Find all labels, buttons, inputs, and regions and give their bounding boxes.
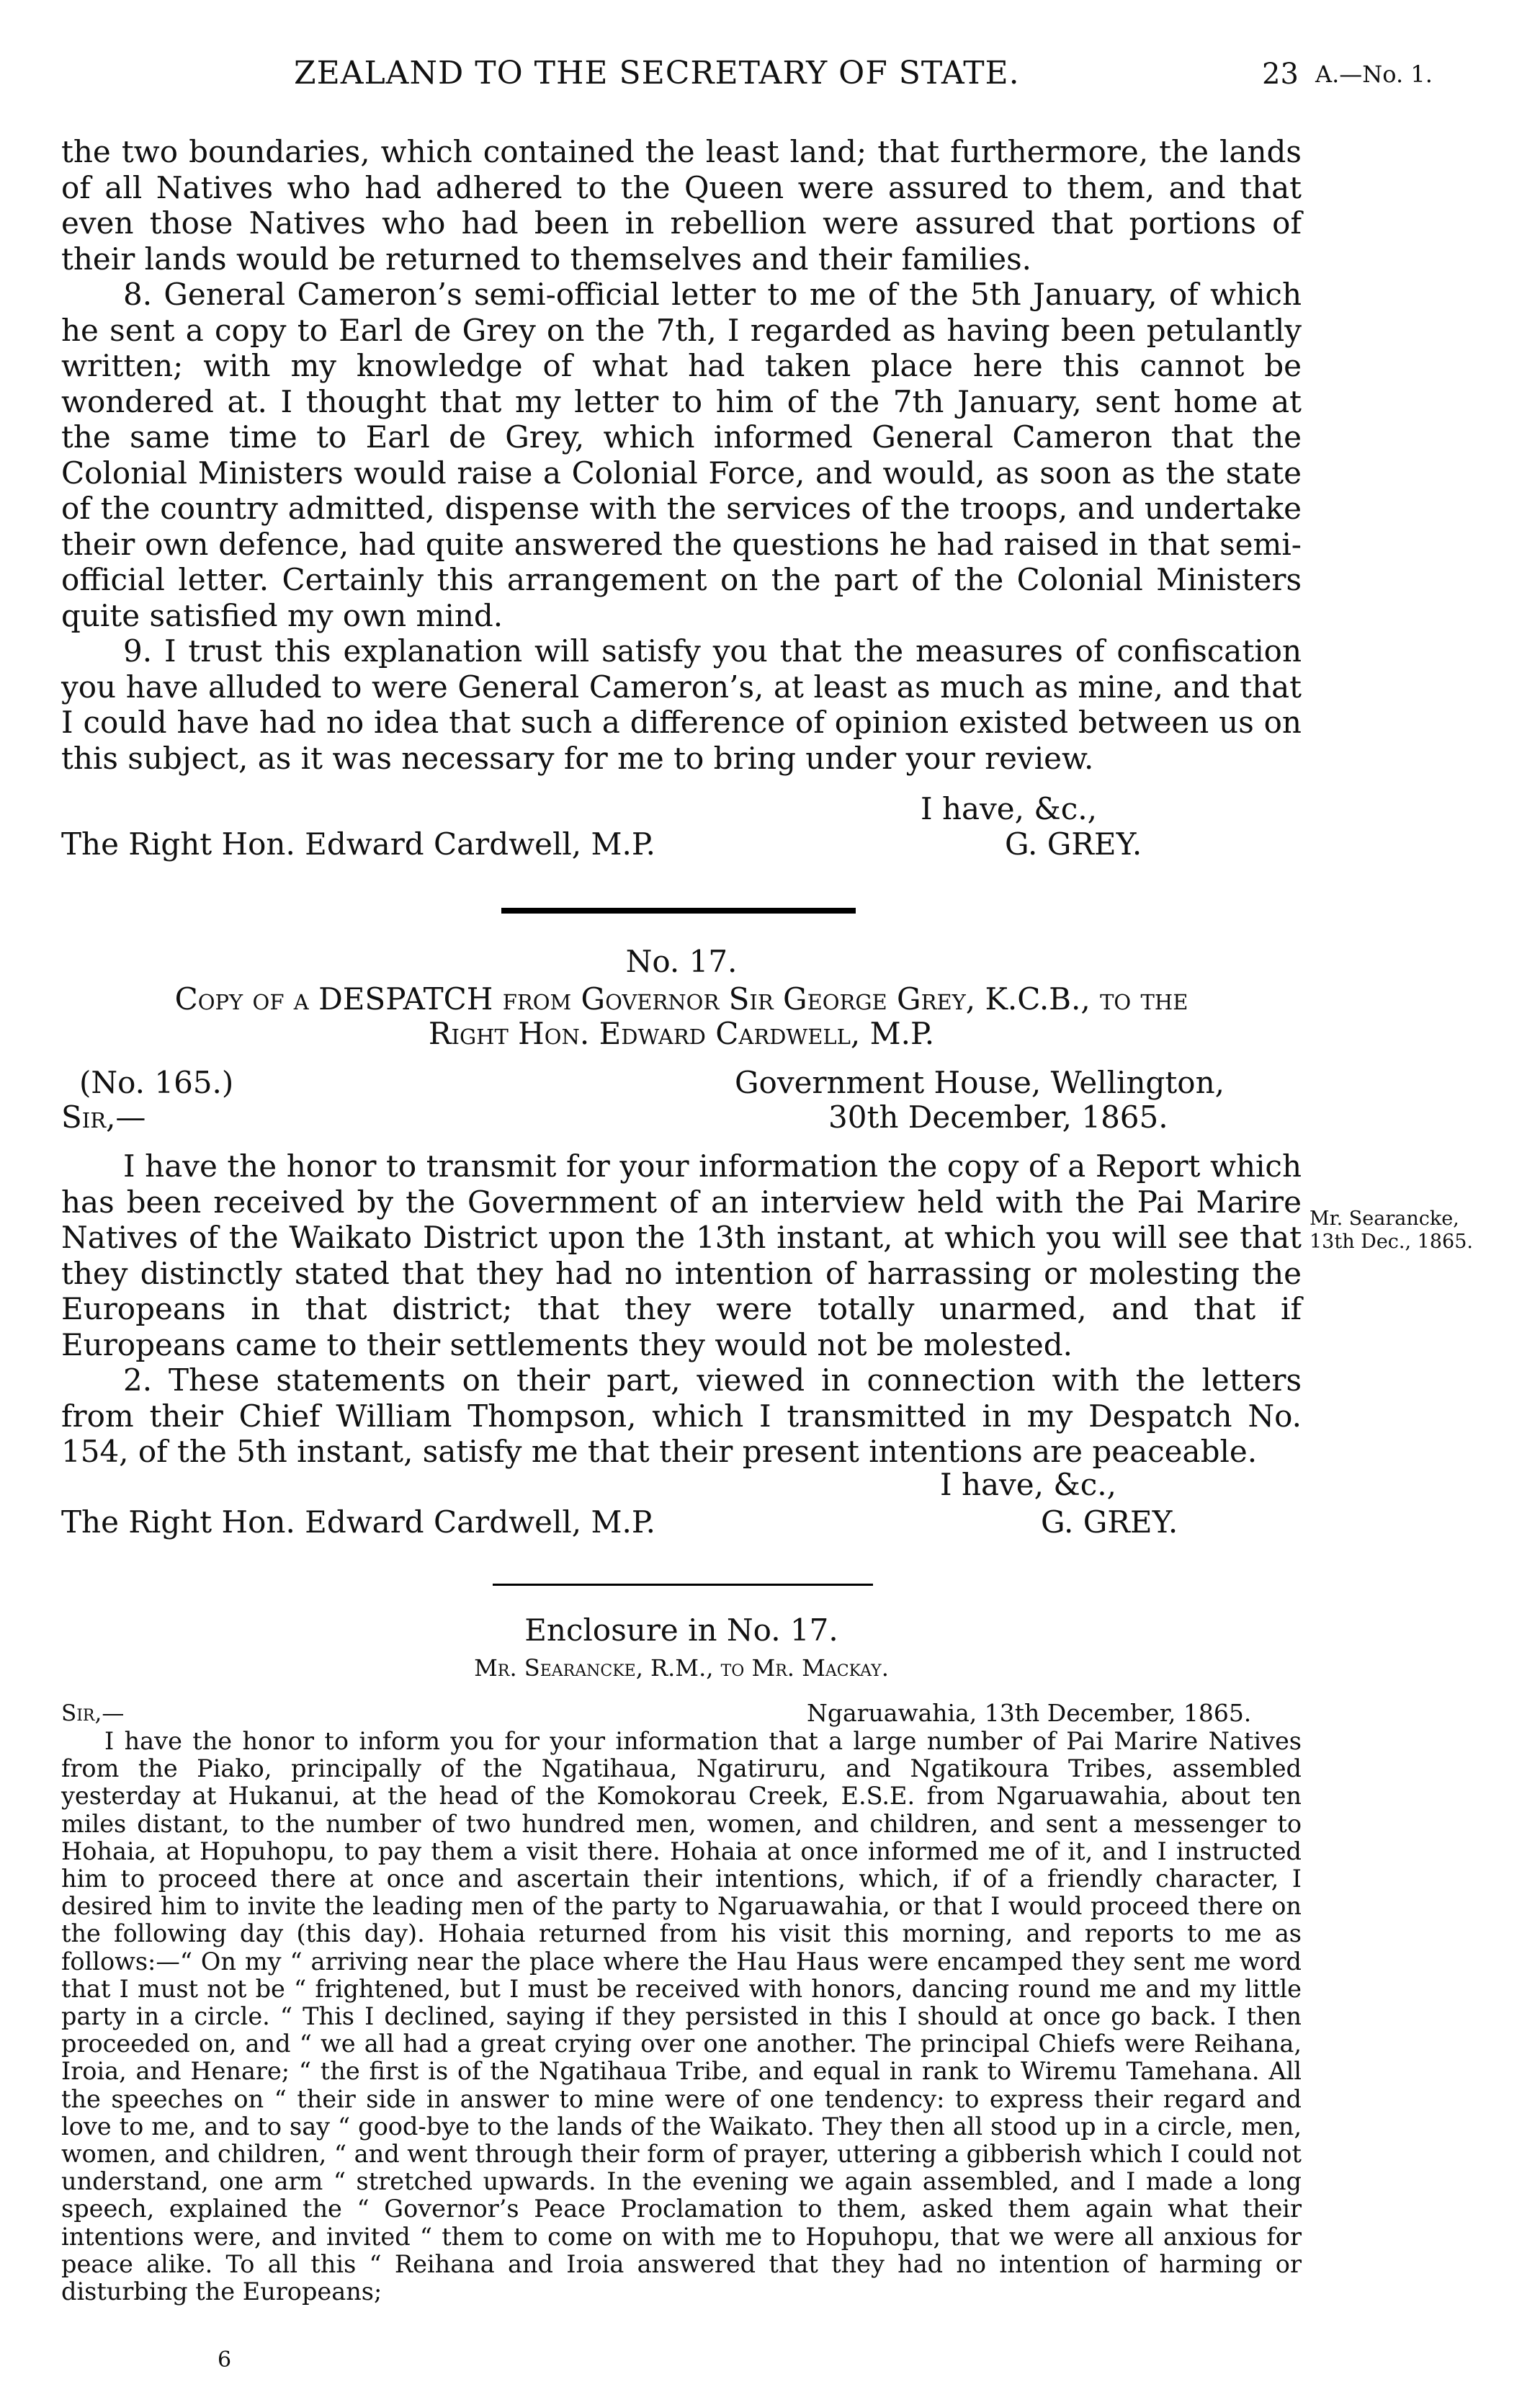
paragraph: 2. These statements on their part, viewed in connection with the letters from their Chief William Thompson, which I transmitted in my Despatch No. 154, of the 5th instant, satisfy me that their present intentions are peaceable. bbox=[61, 1362, 1302, 1469]
previous-despatch-body bbox=[61, 134, 1302, 776]
margin-note-line: 13th Dec., 1865. bbox=[1310, 1231, 1473, 1253]
closing-formula: I have, &c., bbox=[940, 1467, 1116, 1502]
despatch-heading: No. 17. bbox=[625, 944, 738, 979]
signatory: G. GREY. bbox=[1005, 826, 1142, 862]
running-title: ZEALAND TO THE SECRETARY OF STATE. bbox=[294, 55, 1020, 92]
salutation: Sir,— bbox=[61, 1700, 125, 1726]
despatch-number: (No. 165.) bbox=[79, 1065, 234, 1100]
enclosure-subheading bbox=[61, 1654, 1302, 1682]
paper-reference: A.—No. 1. bbox=[1315, 61, 1433, 88]
paragraph: I have the honor to inform you for your information that a large number of Pai Marire Natives from the Piako, principally of the Ngatihaua, Ngatiruru, and Ngatikoura Tribes, assembled yesterday at Hukanui, at the head of the Komokorau Creek, E.S.E. from Ngaruawahia, about ten miles distant, to the number of two hundred men, women, and children, and sent a messenger to Hohaia, at Hopuhopu, to pay them a visit there. Hohaia at once informed me of it, and I instructed him to proceed there at once and ascertain their intentions, which, if of a friendly character, I desired him to invite the leading men of the party to Ngaruawahia, or that I would proceed there on the following day (this day). Hohaia returned from his visit this morning, and reports to me as follows:—“ On my “ arriving near the place where the Hau Haus were encamped they sent me word that I must not be “ frightened, but I must be received with honors, dancing round me and my little party in a circle. “ This I declined, saying if they persisted in this I should at once go back. I then proceeded on, and “ we all had a great crying over one another. The principal Chiefs were Reihana, Iroia, and Henare; “ the first is of the Ngatihaua Tribe, and equal in rank to Wiremu Tamehana. All the speeches on “ their side in answer to mine were of one tendency: to express their regard and love to me, and to say “ good-bye to the lands of the Waikato. They then all stood up in a circle, men, women, and children, “ and went through their form of prayer, uttering a gibberish which I could not understand, one arm “ stretched upwards. In the evening we again assembled, and I made a long speech, explained the “ Governor’s Peace Proclamation to them, asked them again what their intentions were, and invited “ them to come on with me to Hopuhopu, that we were all anxious for peace alike. To all this “ Reihana and Iroia answered that they had no intention of harming or disturbing the Europeans; bbox=[61, 1727, 1302, 2306]
addressee: The Right Hon. Edward Cardwell, M.P. bbox=[61, 1504, 655, 1540]
paragraph: 8. General Cameron’s semi-official letter to me of the 5th January, of which he sent a copy to Earl de Grey on the 7th, I regarded as having been petulantly written; with my knowledge of what had taken place here this cannot be wondered at. I thought that my letter to him of the 7th January, sent home at the same time to Earl de Grey, which informed General Cameron that the Colonial Ministers would raise a Colonial Force, and would, as soon as the state of the country admitted, dispense with the services of the troops, and undertake their own defence, had quite answered the questions he had raised in that semi-official letter. Certainly this arrangement on the part of the Colonial Ministers quite satisfied my own mind. bbox=[61, 277, 1302, 633]
paragraph: 9. I trust this explanation will satisfy you that the measures of confiscation you have alluded to were General Cameron’s, at least as much as mine, and that I could have had no idea that such a difference of opinion existed between us on this subject, as it was necessary for me to bring under your review. bbox=[61, 633, 1302, 776]
despatch-title-line: Right Hon. Edward Cardwell, M.P. bbox=[428, 1016, 935, 1051]
signature-line bbox=[61, 1504, 1302, 1540]
despatch-title bbox=[61, 981, 1302, 1017]
printer-signature-mark: 6 bbox=[218, 2347, 232, 2373]
section-divider bbox=[493, 1584, 873, 1586]
despatch-location: Government House, Wellington, bbox=[735, 1065, 1225, 1100]
despatch-title-2 bbox=[61, 1016, 1302, 1051]
closing-formula: I have, &c., bbox=[921, 791, 1097, 826]
page-header bbox=[0, 55, 1540, 105]
despatch-title-line: Copy of a DESPATCH from Governor Sir George Grey, K.C.B., to the bbox=[174, 981, 1188, 1017]
salutation: Sir,— bbox=[61, 1099, 146, 1135]
paragraph: the two boundaries, which contained the least land; that furthermore, the lands of all Natives who had adhered to the Queen were assured to them, and that even those Natives who had been in rebellion were assured that portions of their lands would be returned to themselves and their families. bbox=[61, 134, 1302, 277]
margin-note bbox=[1310, 1208, 1533, 1254]
section-divider bbox=[501, 908, 856, 914]
enclosure-subheading-text: Mr. Searancke, R.M., to Mr. Mackay. bbox=[474, 1654, 889, 1682]
despatch-date: 30th December, 1865. bbox=[828, 1099, 1168, 1135]
signature-line bbox=[61, 826, 1302, 862]
page-number: 23 bbox=[1262, 58, 1299, 91]
despatch-body bbox=[61, 1148, 1302, 1470]
signatory: G. GREY. bbox=[1041, 1504, 1178, 1540]
margin-note-line: Mr. Searancke, bbox=[1310, 1208, 1459, 1230]
enclosure-heading: Enclosure in No. 17. bbox=[524, 1612, 838, 1648]
paragraph: I have the honor to transmit for your information the copy of a Report which has been received by the Government of an interview held with the Pai Marire Natives of the Waikato District upon the 13th instant, at which you will see that they distinctly stated that they had no intention of harrassing or molesting the Europeans in that district; that they were totally unarmed, and that if Europeans came to their settlements they would not be molested. bbox=[61, 1148, 1302, 1362]
addressee: The Right Hon. Edward Cardwell, M.P. bbox=[61, 826, 655, 862]
enclosure-body bbox=[61, 1728, 1302, 2306]
enclosure-date: Ngaruawahia, 13th December, 1865. bbox=[807, 1699, 1252, 1727]
